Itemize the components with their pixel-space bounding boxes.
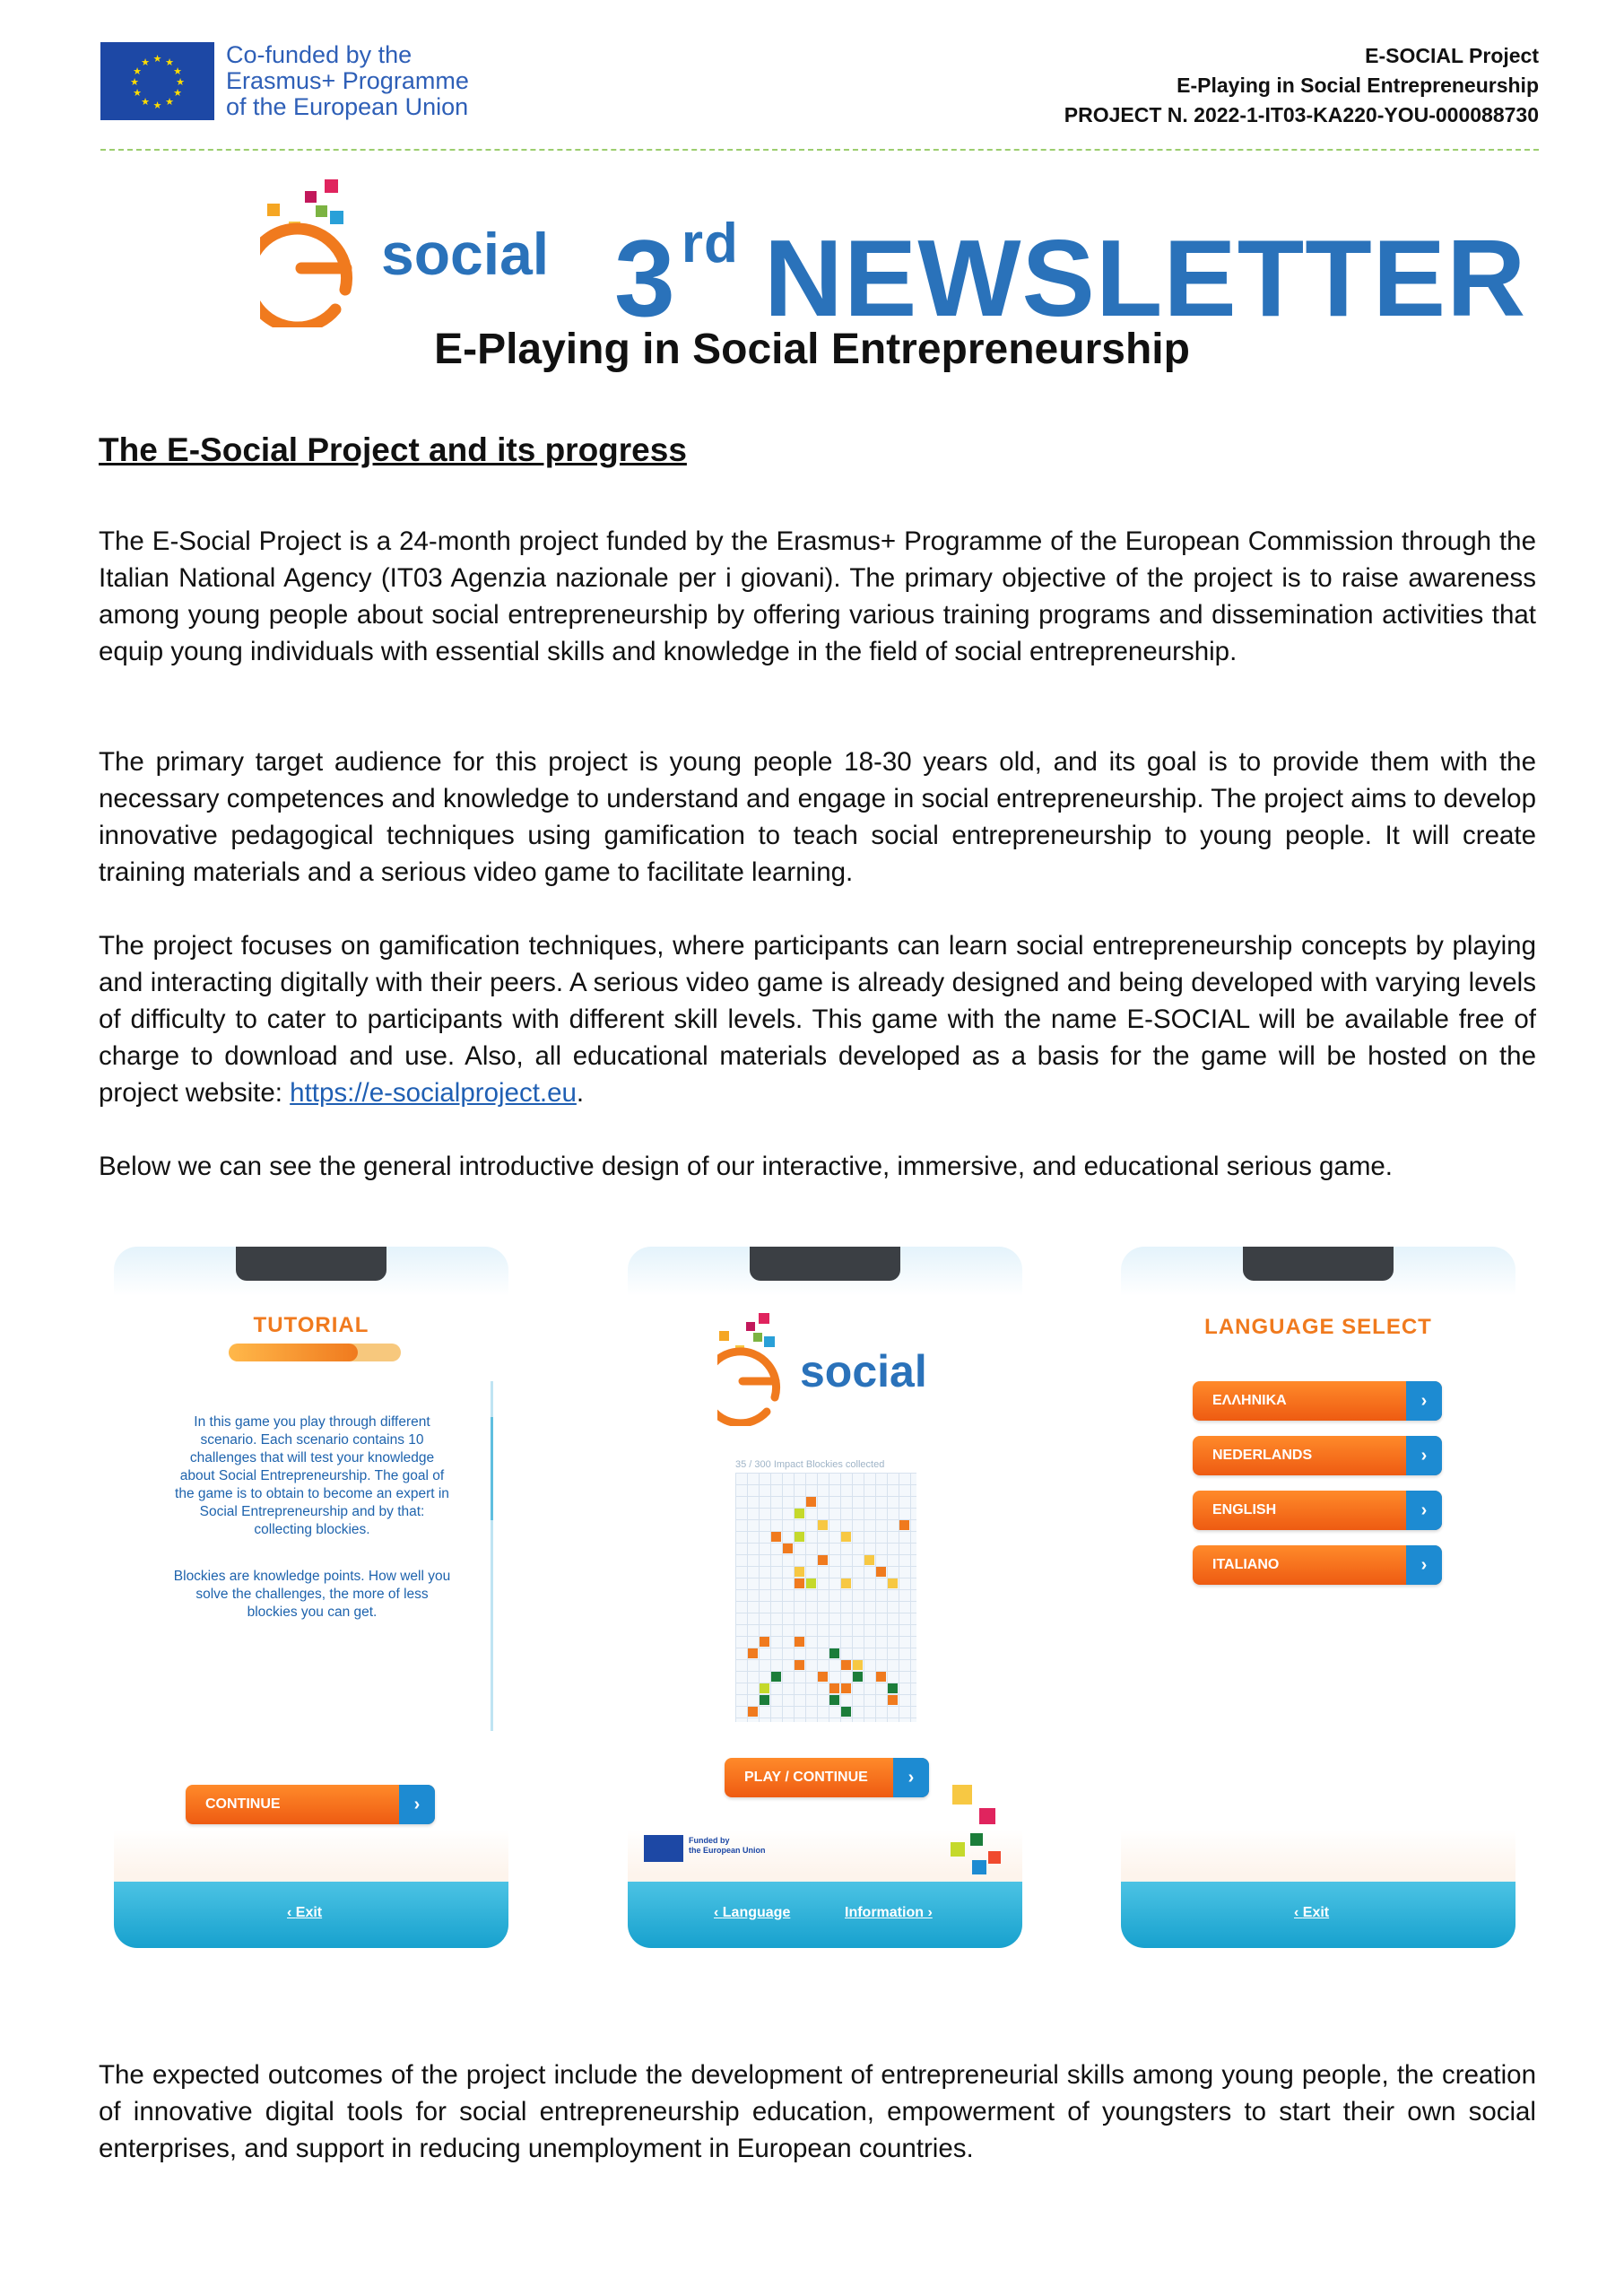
eu-flag-icon [100, 42, 214, 120]
eu-cofunded-text [226, 42, 469, 120]
chevron-right-icon: › [1406, 1436, 1442, 1475]
continue-label: CONTINUE [205, 1796, 281, 1812]
tutorial-title: TUTORIAL [253, 1313, 369, 1337]
exit-link[interactable] [1294, 1905, 1329, 1921]
logo-word: social [381, 221, 550, 287]
language-title: LANGUAGE SELECT [1204, 1315, 1432, 1339]
home-logo-word: social [800, 1346, 927, 1396]
tutorial-text-2: Blockies are knowledge points. How well you solve the challenges, the more of less blockies you can get. [173, 1569, 451, 1620]
tutorial-progress-fill [229, 1344, 358, 1361]
funded-line-1: Funded by [689, 1836, 730, 1845]
svg-text:★: ★ [173, 87, 182, 99]
language-label: Language [722, 1905, 791, 1920]
continue-button[interactable] [186, 1785, 435, 1824]
blockies-grid [735, 1473, 916, 1722]
language-option-english[interactable] [1193, 1491, 1442, 1530]
language-option-label: ENGLISH [1212, 1502, 1277, 1518]
chevron-left-icon: ‹ [1294, 1905, 1303, 1920]
svg-text:★: ★ [141, 96, 150, 108]
funded-by-eu [689, 1836, 766, 1856]
language-option-dutch[interactable] [1193, 1436, 1442, 1475]
paragraph-1: The E-Social Project is a 24-month project funded by the Erasmus+ Programme of the European Commission through the Italian National Agency (IT03 Agenzia nazionale per i giovani). The primary objective of the project is to raise awareness among young people about social entrepreneurship by offering various training programs and dissemination activities that equip young individuals with essential skills and knowledge in the field of social entrepreneurship. [99, 526, 1536, 666]
blockies-squares [735, 1473, 916, 1722]
svg-text:★: ★ [173, 65, 182, 77]
svg-text:★: ★ [152, 53, 162, 65]
tutorial-text-1: In this game you play through different scenario. Each scenario contains 10 challenges that will test your knowledge about Social Entrepreneurship. The goal of the game is to obtain to become an expert in Social Entrepreneurship and by that: collecting blockies. [175, 1414, 449, 1537]
exit-label: Exit [295, 1905, 323, 1920]
eu-line-2: Erasmus+ Programme [226, 67, 469, 94]
eu-flag-small-icon [644, 1835, 683, 1862]
phone-notch [236, 1247, 386, 1281]
paragraph-3-text: The project focuses on gamification techniques, where participants can learn social entrepreneurship concepts by playing and interacting digitally with their peers. A serious video game is already designed and being developed with varying levels of difficulty to cater to participants with different skill levels. This game with the name E-SOCIAL will be available free of charge to download and use. Also, all educational materials developed as a basis for the game will be hosted on the project website: [99, 931, 1536, 1108]
chevron-right-icon: › [1406, 1381, 1442, 1421]
paragraph-4: Below we can see the general introductive design of our interactive, immersive, and educational serious game. [99, 1152, 1394, 1181]
newsletter-title [614, 181, 1526, 341]
language-option-italian[interactable] [1193, 1545, 1442, 1585]
esocial-logo [260, 175, 569, 327]
project-name: E-SOCIAL Project [1365, 44, 1539, 67]
paragraph-5: The expected outcomes of the project include the development of entrepreneurial skills among young people, the creation of innovative digital tools for social entrepreneurship education, empowerment of youngsters to start their own social enterprises, and support in reducing unemployment in European countries. [99, 2060, 1536, 2163]
information-label: Information [845, 1905, 924, 1920]
home-logo [717, 1309, 951, 1426]
eu-line-3: of the European Union [226, 93, 469, 120]
bottom-bar [628, 1882, 1022, 1948]
bottom-bar [114, 1882, 508, 1948]
paragraph-3 [99, 927, 1536, 1111]
language-option-greek[interactable] [1193, 1381, 1442, 1421]
chevron-right-icon: › [1406, 1545, 1442, 1585]
issue-number: 3 [614, 217, 676, 339]
svg-text:★: ★ [133, 65, 142, 77]
project-number: PROJECT N. 2022-1-IT03-KA220-YOU-000088730 [1064, 103, 1539, 126]
bottom-bar [1121, 1882, 1515, 1948]
chevron-right-icon: › [1406, 1491, 1442, 1530]
svg-text:★: ★ [130, 76, 139, 88]
svg-text:★: ★ [141, 57, 150, 68]
funded-line-2: the European Union [689, 1846, 766, 1855]
home-screen [628, 1247, 1022, 1948]
scroll-thumb[interactable] [491, 1417, 493, 1520]
newsletter-subtitle: E-Playing in Social Entrepreneurship [434, 326, 1190, 373]
newsletter-word: NEWSLETTER [763, 217, 1527, 339]
chevron-left-icon: ‹ [287, 1905, 296, 1920]
exit-label: Exit [1302, 1905, 1330, 1920]
svg-text:★: ★ [152, 100, 162, 111]
exit-link[interactable] [287, 1905, 322, 1921]
chevron-left-icon: ‹ [714, 1905, 723, 1920]
svg-text:★: ★ [176, 76, 185, 88]
paragraph-2: The primary target audience for this project is young people 18-30 years old, and its goal is to provide them with the necessary competences and knowledge to understand and engage in social entrepreneurship. The project aims to develop innovative pedagogical techniques using gamification to teach social entrepreneurship to young people. It will create training materials and a serious video game to facilitate learning. [99, 747, 1536, 887]
header-divider [100, 149, 1539, 151]
section-heading: The E-Social Project and its progress [99, 431, 687, 468]
language-option-label: ITALIANO [1212, 1557, 1280, 1572]
information-link[interactable] [845, 1905, 933, 1921]
project-subtitle: E-Playing in Social Entrepreneurship [1177, 74, 1539, 97]
issue-suffix: rd [681, 213, 739, 274]
project-website-link[interactable]: https://e-socialproject.eu [290, 1078, 577, 1108]
phone-notch [1243, 1247, 1394, 1281]
chevron-right-icon: › [399, 1785, 435, 1824]
language-option-label: ΕΛΛΗΝΙΚΑ [1212, 1393, 1287, 1408]
eu-line-1: Co-funded by the [226, 41, 413, 68]
chevron-right-icon: › [924, 1905, 933, 1920]
play-continue-button[interactable] [725, 1758, 929, 1797]
phone-notch [750, 1247, 900, 1281]
tutorial-screen [114, 1247, 508, 1948]
project-info [1064, 41, 1539, 130]
tutorial-progress [229, 1344, 401, 1361]
svg-text:★: ★ [133, 87, 142, 99]
svg-text:★: ★ [165, 57, 174, 68]
language-screen [1121, 1247, 1515, 1948]
language-link[interactable] [714, 1905, 790, 1921]
chevron-right-icon: › [893, 1758, 929, 1797]
decorative-blocks [951, 1785, 1019, 1883]
blockies-counter: 35 / 300 Impact Blockies collected [735, 1459, 885, 1470]
language-option-label: NEDERLANDS [1212, 1448, 1313, 1463]
paragraph-3-end: . [576, 1078, 585, 1108]
play-continue-label: PLAY / CONTINUE [744, 1770, 868, 1785]
svg-text:★: ★ [165, 96, 174, 108]
